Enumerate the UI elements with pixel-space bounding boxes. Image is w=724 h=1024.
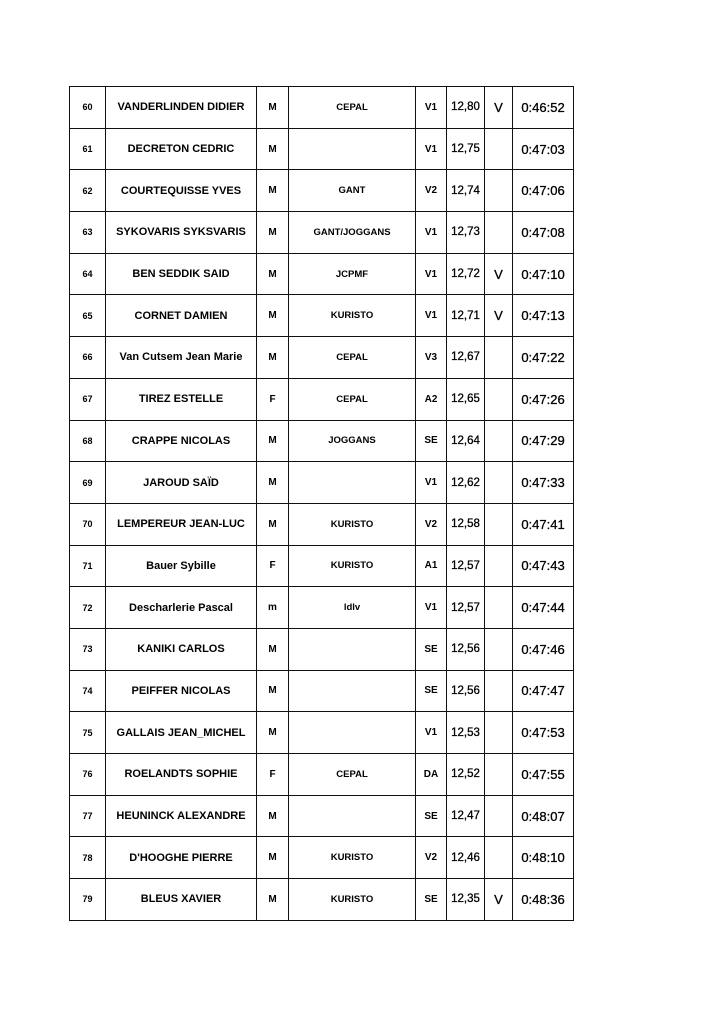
table-row: [70, 587, 574, 629]
v-mark-cell: V: [485, 253, 513, 295]
club-cell: [289, 462, 416, 504]
sex-cell: M: [257, 503, 289, 545]
time-cell: 0:48:10: [513, 837, 574, 879]
speed-cell: 12,62: [447, 462, 485, 504]
club-cell: KURISTO: [289, 295, 416, 337]
v-mark-cell: [485, 378, 513, 420]
v-mark-cell: [485, 712, 513, 754]
v-mark-cell: [485, 587, 513, 629]
v-mark-cell: V: [485, 295, 513, 337]
sex-cell: M: [257, 879, 289, 921]
name-cell: CRAPPE NICOLAS: [106, 420, 257, 462]
v-mark-cell: [485, 545, 513, 587]
club-cell: [289, 712, 416, 754]
sex-cell: M: [257, 337, 289, 379]
time-cell: 0:48:07: [513, 795, 574, 837]
speed-cell: 12,64: [447, 420, 485, 462]
name-cell: Van Cutsem Jean Marie: [106, 337, 257, 379]
name-cell: Bauer Sybille: [106, 545, 257, 587]
speed-cell: 12,58: [447, 503, 485, 545]
time-cell: 0:47:43: [513, 545, 574, 587]
club-cell: [289, 795, 416, 837]
table-row: [70, 670, 574, 712]
category-cell: V2: [416, 170, 447, 212]
category-cell: SE: [416, 795, 447, 837]
time-cell: 0:47:13: [513, 295, 574, 337]
club-cell: CEPAL: [289, 337, 416, 379]
v-mark-cell: [485, 420, 513, 462]
v-mark-cell: [485, 837, 513, 879]
speed-cell: 12,74: [447, 170, 485, 212]
rank-cell: 72: [70, 587, 106, 629]
name-cell: TIREZ ESTELLE: [106, 378, 257, 420]
sex-cell: F: [257, 378, 289, 420]
speed-cell: 12,75: [447, 128, 485, 170]
sex-cell: M: [257, 420, 289, 462]
category-cell: SE: [416, 879, 447, 921]
time-cell: 0:47:44: [513, 587, 574, 629]
category-cell: SE: [416, 420, 447, 462]
table-row: [70, 837, 574, 879]
club-cell: JCPMF: [289, 253, 416, 295]
v-mark-cell: [485, 212, 513, 254]
name-cell: GALLAIS JEAN_MICHEL: [106, 712, 257, 754]
sex-cell: F: [257, 754, 289, 796]
category-cell: V1: [416, 462, 447, 504]
v-mark-cell: [485, 462, 513, 504]
category-cell: A2: [416, 378, 447, 420]
sex-cell: M: [257, 837, 289, 879]
name-cell: DECRETON CEDRIC: [106, 128, 257, 170]
category-cell: V1: [416, 587, 447, 629]
rank-cell: 73: [70, 628, 106, 670]
time-cell: 0:48:36: [513, 879, 574, 921]
table-row: [70, 795, 574, 837]
sex-cell: M: [257, 628, 289, 670]
speed-cell: 12,73: [447, 212, 485, 254]
club-cell: CEPAL: [289, 754, 416, 796]
category-cell: SE: [416, 670, 447, 712]
table-row: [70, 545, 574, 587]
name-cell: CORNET DAMIEN: [106, 295, 257, 337]
table-row: [70, 628, 574, 670]
name-cell: D'HOOGHE PIERRE: [106, 837, 257, 879]
table-row: [70, 879, 574, 921]
club-cell: GANT/JOGGANS: [289, 212, 416, 254]
name-cell: Descharlerie Pascal: [106, 587, 257, 629]
name-cell: SYKOVARIS SYKSVARIS: [106, 212, 257, 254]
rank-cell: 68: [70, 420, 106, 462]
time-cell: 0:47:41: [513, 503, 574, 545]
v-mark-cell: [485, 503, 513, 545]
club-cell: [289, 670, 416, 712]
table-row: [70, 128, 574, 170]
category-cell: V1: [416, 253, 447, 295]
v-mark-cell: V: [485, 87, 513, 129]
sex-cell: M: [257, 295, 289, 337]
v-mark-cell: [485, 337, 513, 379]
sex-cell: M: [257, 170, 289, 212]
rank-cell: 65: [70, 295, 106, 337]
category-cell: V2: [416, 837, 447, 879]
time-cell: 0:47:29: [513, 420, 574, 462]
time-cell: 0:46:52: [513, 87, 574, 129]
category-cell: A1: [416, 545, 447, 587]
sex-cell: M: [257, 212, 289, 254]
club-cell: KURISTO: [289, 879, 416, 921]
table-row: [70, 712, 574, 754]
speed-cell: 12,72: [447, 253, 485, 295]
speed-cell: 12,46: [447, 837, 485, 879]
rank-cell: 63: [70, 212, 106, 254]
v-mark-cell: [485, 795, 513, 837]
v-mark-cell: [485, 170, 513, 212]
rank-cell: 71: [70, 545, 106, 587]
rank-cell: 67: [70, 378, 106, 420]
time-cell: 0:47:10: [513, 253, 574, 295]
category-cell: V1: [416, 295, 447, 337]
name-cell: HEUNINCK ALEXANDRE: [106, 795, 257, 837]
time-cell: 0:47:47: [513, 670, 574, 712]
sex-cell: m: [257, 587, 289, 629]
time-cell: 0:47:26: [513, 378, 574, 420]
club-cell: [289, 128, 416, 170]
name-cell: JAROUD SAÏD: [106, 462, 257, 504]
speed-cell: 12,47: [447, 795, 485, 837]
table-row: [70, 462, 574, 504]
name-cell: BEN SEDDIK SAID: [106, 253, 257, 295]
table-row: [70, 170, 574, 212]
table-row: [70, 503, 574, 545]
rank-cell: 69: [70, 462, 106, 504]
club-cell: [289, 628, 416, 670]
rank-cell: 64: [70, 253, 106, 295]
club-cell: KURISTO: [289, 503, 416, 545]
rank-cell: 77: [70, 795, 106, 837]
speed-cell: 12,52: [447, 754, 485, 796]
sex-cell: M: [257, 462, 289, 504]
name-cell: COURTEQUISSE YVES: [106, 170, 257, 212]
club-cell: GANT: [289, 170, 416, 212]
sex-cell: F: [257, 545, 289, 587]
category-cell: V2: [416, 503, 447, 545]
category-cell: V1: [416, 87, 447, 129]
name-cell: PEIFFER NICOLAS: [106, 670, 257, 712]
rank-cell: 66: [70, 337, 106, 379]
sex-cell: M: [257, 795, 289, 837]
rank-cell: 78: [70, 837, 106, 879]
category-cell: SE: [416, 628, 447, 670]
speed-cell: 12,35: [447, 879, 485, 921]
category-cell: DA: [416, 754, 447, 796]
time-cell: 0:47:55: [513, 754, 574, 796]
club-cell: CEPAL: [289, 87, 416, 129]
time-cell: 0:47:08: [513, 212, 574, 254]
club-cell: CEPAL: [289, 378, 416, 420]
table-row: [70, 253, 574, 295]
name-cell: BLEUS XAVIER: [106, 879, 257, 921]
table-row: [70, 295, 574, 337]
speed-cell: 12,57: [447, 587, 485, 629]
sex-cell: M: [257, 670, 289, 712]
table-row: [70, 378, 574, 420]
rank-cell: 62: [70, 170, 106, 212]
speed-cell: 12,57: [447, 545, 485, 587]
rank-cell: 74: [70, 670, 106, 712]
v-mark-cell: [485, 628, 513, 670]
time-cell: 0:47:22: [513, 337, 574, 379]
speed-cell: 12,67: [447, 337, 485, 379]
club-cell: ldlv: [289, 587, 416, 629]
rank-cell: 76: [70, 754, 106, 796]
rank-cell: 60: [70, 87, 106, 129]
sex-cell: M: [257, 128, 289, 170]
v-mark-cell: V: [485, 879, 513, 921]
speed-cell: 12,71: [447, 295, 485, 337]
speed-cell: 12,80: [447, 87, 485, 129]
name-cell: LEMPEREUR JEAN-LUC: [106, 503, 257, 545]
category-cell: V1: [416, 712, 447, 754]
v-mark-cell: [485, 670, 513, 712]
speed-cell: 12,56: [447, 670, 485, 712]
time-cell: 0:47:06: [513, 170, 574, 212]
speed-cell: 12,56: [447, 628, 485, 670]
rank-cell: 79: [70, 879, 106, 921]
name-cell: VANDERLINDEN DIDIER: [106, 87, 257, 129]
club-cell: KURISTO: [289, 545, 416, 587]
table-row: [70, 87, 574, 129]
rank-cell: 70: [70, 503, 106, 545]
time-cell: 0:47:53: [513, 712, 574, 754]
sex-cell: M: [257, 253, 289, 295]
speed-cell: 12,65: [447, 378, 485, 420]
club-cell: KURISTO: [289, 837, 416, 879]
time-cell: 0:47:46: [513, 628, 574, 670]
results-body: [70, 87, 574, 921]
time-cell: 0:47:03: [513, 128, 574, 170]
time-cell: 0:47:33: [513, 462, 574, 504]
table-row: [70, 420, 574, 462]
name-cell: ROELANDTS SOPHIE: [106, 754, 257, 796]
club-cell: JOGGANS: [289, 420, 416, 462]
category-cell: V3: [416, 337, 447, 379]
table-row: [70, 337, 574, 379]
table-row: [70, 754, 574, 796]
sex-cell: M: [257, 712, 289, 754]
category-cell: V1: [416, 128, 447, 170]
results-table: [69, 86, 574, 921]
rank-cell: 61: [70, 128, 106, 170]
category-cell: V1: [416, 212, 447, 254]
speed-cell: 12,53: [447, 712, 485, 754]
rank-cell: 75: [70, 712, 106, 754]
v-mark-cell: [485, 128, 513, 170]
table-row: [70, 212, 574, 254]
v-mark-cell: [485, 754, 513, 796]
sex-cell: M: [257, 87, 289, 129]
name-cell: KANIKI CARLOS: [106, 628, 257, 670]
